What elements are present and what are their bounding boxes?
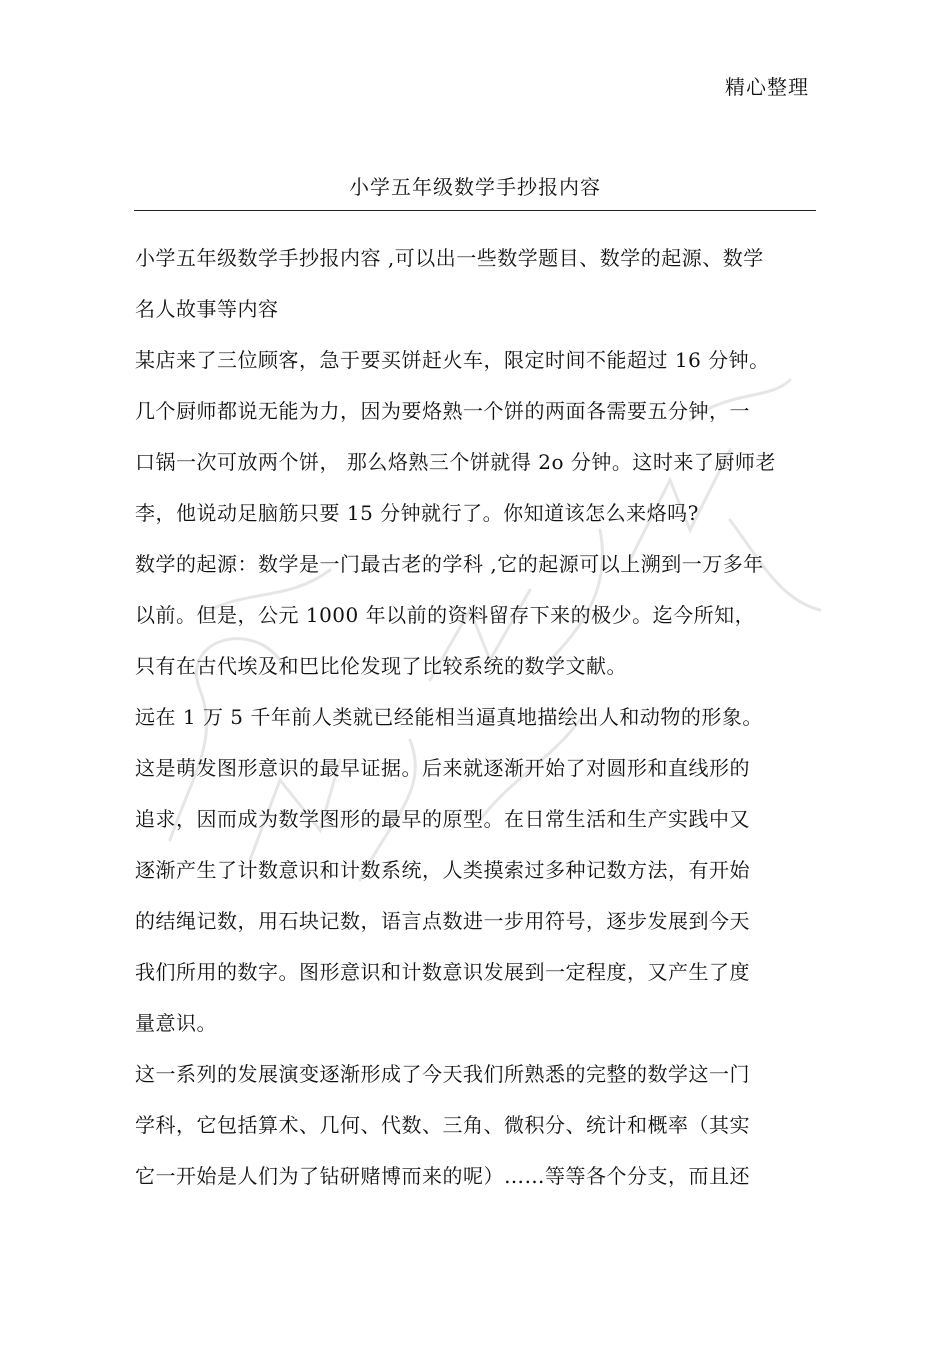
body-line: 名人故事等内容	[135, 297, 279, 321]
body-line: 以前。但是，公元 1000 年以前的资料留存下来的极少。迄今所知，	[135, 603, 756, 627]
body-line: 学科，它包括算术、几何、代数、三角、微积分、统计和概率（其实	[135, 1113, 750, 1137]
body-line: 这是萌发图形意识的最早证据。后来就逐渐开始了对圆形和直线形的	[135, 756, 750, 780]
body-line: 某店来了三位顾客，急于要买饼赶火车，限定时间不能超过 16 分钟。	[135, 348, 770, 372]
body-line: 李，他说动足脑筋只要 15 分钟就行了。你知道该怎么来烙吗?	[135, 501, 699, 525]
body-line: 数学的起源：数学是一门最古老的学科 ,它的起源可以上溯到一万多年	[135, 552, 764, 576]
body-line: 它一开始是人们为了钻研赌博而来的呢）……等等各个分支，而且还	[135, 1164, 750, 1188]
body-line: 口锅一次可放两个饼， 那么烙熟三个饼就得 2o 分钟。这时来了厨师老	[135, 450, 776, 474]
body-line: 追求，因而成为数学图形的最早的原型。在日常生活和生产实践中又	[135, 807, 750, 831]
body-line: 量意识。	[135, 1011, 217, 1035]
document-title: 小学五年级数学手抄报内容	[349, 175, 601, 199]
document-body	[135, 240, 825, 1209]
body-line: 这一系列的发展演变逐渐形成了今天我们所熟悉的完整的数学这一门	[135, 1062, 750, 1086]
body-line: 我们所用的数字。图形意识和计数意识发展到一定程度，又产生了度	[135, 960, 750, 984]
body-line: 逐渐产生了计数意识和计数系统，人类摸索过多种记数方法，有开始	[135, 858, 750, 882]
body-line: 几个厨师都说无能为力，因为要烙熟一个饼的两面各需要五分钟，一	[135, 399, 750, 423]
title-divider	[134, 210, 816, 211]
body-line: 远在 1 万 5 千年前人类就已经能相当逼真地描绘出人和动物的形象。	[135, 705, 763, 729]
body-line: 的结绳记数，用石块记数，语言点数进一步用符号，逐步发展到今天	[135, 909, 750, 933]
body-line: 只有在古代埃及和巴比伦发现了比较系统的数学文献。	[135, 654, 627, 678]
body-line: 小学五年级数学手抄报内容 ,可以出一些数学题目、数学的起源、数学	[135, 246, 764, 270]
header-note: 精心整理	[725, 75, 809, 99]
